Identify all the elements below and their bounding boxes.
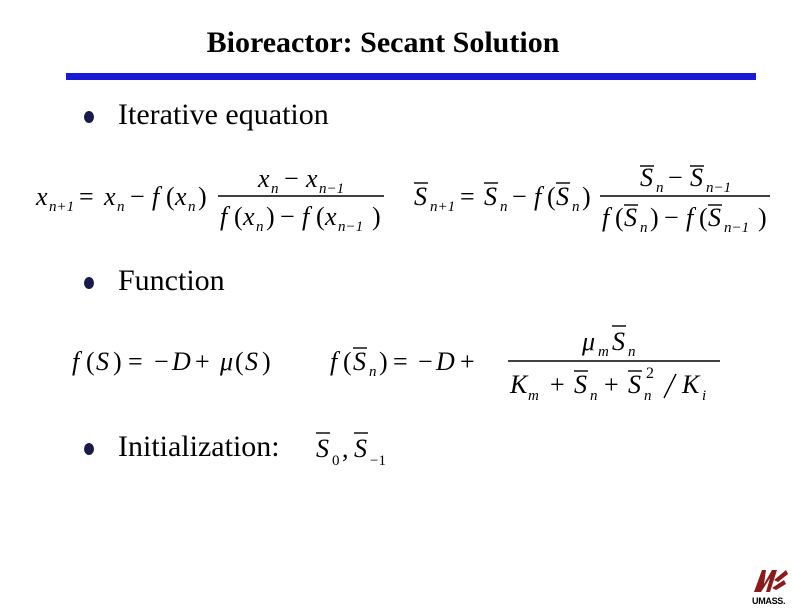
svg-text:n: n: [644, 388, 652, 404]
svg-text:S: S: [245, 347, 258, 376]
equation-initialization: [312, 425, 402, 477]
svg-text:K: K: [510, 370, 528, 399]
svg-text:S: S: [96, 347, 109, 376]
svg-text:n: n: [590, 388, 598, 404]
svg-text:n: n: [628, 344, 636, 360]
svg-text:n−1: n−1: [724, 220, 750, 236]
svg-text:(: (: [166, 182, 175, 211]
svg-text:(: (: [316, 202, 325, 231]
svg-text:−: −: [664, 203, 679, 232]
svg-text:i: i: [702, 388, 707, 404]
bullet-dot-3: [84, 443, 94, 455]
svg-text:−: −: [280, 202, 295, 231]
svg-text:S: S: [484, 182, 497, 211]
title-rule: [66, 73, 756, 80]
umass-logo-text: UMASS.: [752, 596, 786, 606]
svg-text:S: S: [640, 163, 653, 192]
svg-text:): ): [582, 182, 591, 211]
svg-text:m: m: [598, 344, 609, 360]
equation-function-specific: [328, 318, 728, 410]
svg-text:x: x: [306, 164, 318, 193]
svg-text:f: f: [602, 203, 610, 232]
svg-text:x: x: [104, 182, 116, 211]
svg-text:f: f: [534, 182, 542, 211]
svg-text:=: =: [460, 182, 475, 211]
equation-secant-s: [410, 160, 775, 236]
svg-text:n: n: [117, 199, 125, 215]
svg-text:−: −: [154, 347, 169, 376]
svg-text:S: S: [353, 347, 366, 376]
svg-text:−: −: [284, 164, 299, 193]
svg-text:f: f: [302, 202, 310, 231]
svg-text:): ): [372, 202, 381, 231]
svg-text:(: (: [615, 203, 624, 232]
svg-text:0: 0: [332, 453, 340, 469]
slide-title: Bioreactor: Secant Solution: [206, 26, 560, 59]
svg-text:+: +: [550, 370, 565, 399]
svg-text:n: n: [572, 199, 580, 215]
svg-text:−: −: [418, 347, 433, 376]
equation-function-general: [70, 340, 310, 380]
svg-text:−: −: [130, 182, 145, 211]
bullet-function: Function: [118, 264, 225, 297]
svg-text:f: f: [152, 182, 160, 211]
svg-text:): ): [379, 347, 388, 376]
svg-text:n: n: [188, 199, 196, 215]
svg-text:): ): [262, 347, 271, 376]
svg-text:n: n: [500, 199, 508, 215]
svg-text:n+1: n+1: [430, 199, 456, 215]
svg-text:S: S: [612, 327, 625, 356]
svg-text:S: S: [354, 434, 367, 463]
svg-text:S: S: [628, 370, 641, 399]
svg-text:n: n: [369, 364, 377, 380]
svg-text:−: −: [668, 163, 683, 192]
svg-text:S: S: [624, 203, 637, 232]
svg-text:x: x: [36, 182, 48, 211]
svg-text:μ: μ: [220, 347, 234, 376]
svg-text:(: (: [699, 203, 708, 232]
svg-text:x: x: [243, 202, 255, 231]
svg-text:n−1: n−1: [338, 219, 364, 235]
svg-text:f: f: [220, 202, 228, 231]
svg-text:(: (: [235, 347, 244, 376]
svg-text:): ): [198, 182, 207, 211]
svg-text:f: f: [330, 347, 338, 376]
equation-secant-x: [32, 165, 392, 237]
svg-text:n+1: n+1: [49, 199, 75, 215]
svg-text:(: (: [234, 202, 243, 231]
svg-text:x: x: [258, 164, 270, 193]
svg-text:D: D: [172, 347, 191, 376]
svg-text:−1: −1: [370, 453, 386, 469]
bullet-initialization: Initialization:: [118, 430, 280, 463]
svg-text:): ): [758, 203, 767, 232]
svg-text:(: (: [547, 182, 556, 211]
svg-text:): ): [650, 203, 659, 232]
bullet-iterative-equation: Iterative equation: [118, 98, 329, 131]
svg-text:=: =: [128, 347, 143, 376]
svg-text:S: S: [690, 163, 703, 192]
svg-text:f: f: [72, 347, 80, 376]
svg-text:S: S: [574, 370, 587, 399]
svg-text:): ): [113, 347, 122, 376]
svg-text:(: (: [343, 347, 352, 376]
bullet-dot-1: [84, 111, 94, 123]
svg-text:,: ,: [342, 434, 349, 463]
svg-text:+: +: [604, 370, 619, 399]
svg-text:x: x: [325, 202, 337, 231]
svg-text:): ): [266, 202, 275, 231]
svg-text:S: S: [556, 182, 569, 211]
svg-text:n: n: [256, 219, 264, 235]
svg-text:D: D: [436, 347, 455, 376]
svg-text:n: n: [656, 180, 664, 196]
svg-text:=: =: [79, 182, 94, 211]
svg-text:S: S: [414, 182, 427, 211]
svg-text:n: n: [271, 181, 279, 197]
svg-text:S: S: [708, 203, 721, 232]
svg-text:x: x: [175, 182, 187, 211]
svg-text:+: +: [195, 347, 210, 376]
bullet-dot-2: [84, 277, 94, 289]
svg-text:S: S: [316, 434, 329, 463]
svg-text:μ: μ: [582, 327, 596, 356]
svg-text:n−1: n−1: [706, 180, 732, 196]
svg-text:(: (: [86, 347, 95, 376]
svg-text:2: 2: [646, 365, 654, 382]
svg-text:+: +: [460, 347, 475, 376]
svg-text:=: =: [393, 347, 408, 376]
svg-text:f: f: [686, 203, 694, 232]
svg-text:m: m: [528, 388, 539, 404]
svg-text:n−1: n−1: [319, 181, 345, 197]
svg-text:−: −: [512, 182, 527, 211]
svg-text:n: n: [640, 220, 648, 236]
svg-text:K: K: [682, 370, 700, 399]
